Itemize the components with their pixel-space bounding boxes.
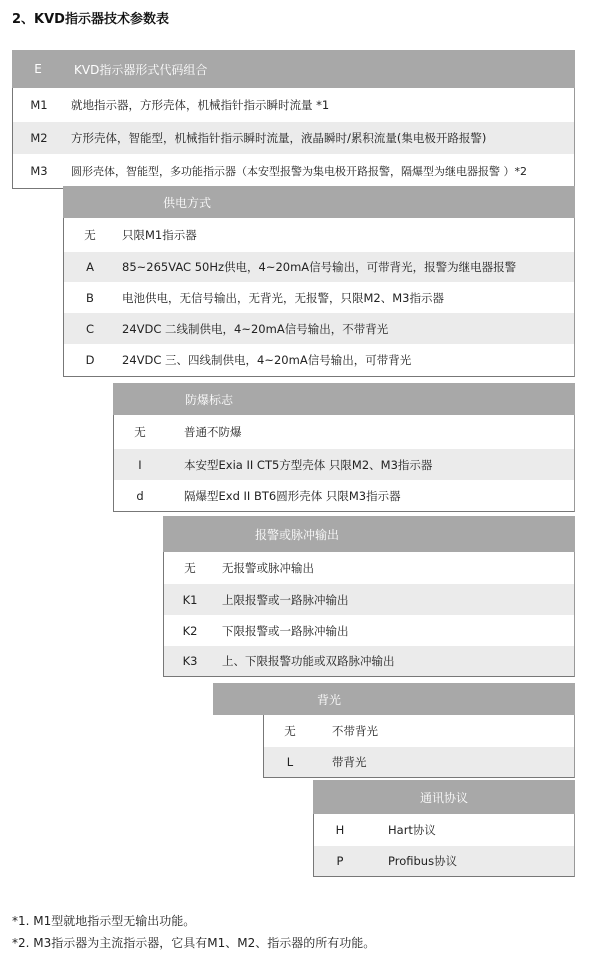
section-title: 报警或脉冲输出 [255,527,340,542]
row-code: d [136,488,144,503]
row-desc: 隔爆型Exd II BT6圆形壳体 只限M3指示器 [184,488,401,503]
row-code: K1 [182,592,198,607]
table-row [13,154,574,188]
table-row [264,715,574,747]
section-rows [12,88,575,189]
table-row [13,88,574,122]
row-code: K2 [182,623,198,638]
page-title: 2、KVD指示器技术参数表 [12,12,169,27]
section-header [63,186,575,218]
row-code: P [336,854,344,868]
section-rows [313,814,575,877]
section-protocol [313,780,575,877]
row-code: C [85,321,95,336]
row-code: I [138,457,142,472]
row-desc: 本安型Exia II CT5方型壳体 只限M2、M3指示器 [184,457,433,472]
table-row [64,218,574,252]
row-desc: 无报警或脉冲输出 [222,561,314,575]
row-code: M1 [30,98,48,112]
row-code: 无 [84,228,96,242]
section-form-code [12,50,575,189]
table-row [64,252,574,282]
section-title: 供电方式 [163,195,212,210]
row-desc: 电池供电，无信号输出，无背光，无报警，只限M2、M3指示器 [122,290,444,305]
footnotes [12,910,375,954]
section-rows [113,415,575,512]
section-backlight [213,683,575,778]
table-row [314,846,574,876]
section-title: 通讯协议 [419,790,468,805]
row-desc: Profibus协议 [388,854,458,868]
row-code: B [86,290,94,305]
footnote: *2. M3指示器为主流指示器，它具有M1、M2、指示器的所有功能。 [12,936,376,950]
row-desc: 下限报警或一路脉冲输出 [222,623,349,638]
section-title: KVD指示器形式代码组合 [74,62,208,77]
row-desc: 85~265VAC 50Hz供电，4~20mA信号输出，可带背光，报警为继电器报警 [122,260,517,274]
table-row [164,584,574,615]
row-desc: 24VDC 二线制供电，4~20mA信号输出，不带背光 [122,321,389,336]
row-desc: 上限报警或一路脉冲输出 [222,592,349,607]
section-code-header: E [34,62,42,76]
footnote: *1. M1型就地指示型无输出功能。 [12,914,196,928]
row-desc: 24VDC 三、四线制供电，4~20mA信号输出，可带背光 [122,353,412,367]
section-rows [63,218,575,377]
row-desc: 带背光 [332,755,367,769]
table-row [114,480,574,511]
row-desc: 不带背光 [332,724,378,738]
row-code: D [85,353,95,367]
section-header [12,50,575,88]
row-desc: 上、下限报警功能或双路脉冲输出 [222,654,395,668]
table-row [314,814,574,846]
row-desc: 方形壳体，智能型，机械指针指示瞬时流量，液晶瞬时/累积流量(集电极开路报警) [71,131,487,145]
row-desc: Hart协议 [388,823,436,837]
section-header [213,683,575,715]
table-row [164,615,574,646]
table-row [164,552,574,584]
section-title: 背光 [317,692,342,707]
section-header [163,516,575,552]
section-rows [263,715,575,778]
row-code: A [86,260,94,274]
table-row [64,282,574,313]
section-header [313,780,575,814]
row-code: M2 [30,131,48,145]
table-row [64,313,574,344]
row-code: L [286,755,294,769]
section-rows [163,552,575,677]
row-code: 无 [284,724,296,738]
table-row [114,449,574,480]
table-row [64,344,574,376]
row-desc: 普通不防爆 [184,425,242,439]
table-row [164,646,574,676]
row-desc: 圆形壳体，智能型，多功能指示器（本安型报警为集电极开路报警，隔爆型为继电器报警 ）*2 [71,165,527,178]
row-desc: 就地指示器，方形壳体，机械指针指示瞬时流量 *1 [71,98,330,112]
section-title: 防爆标志 [185,392,234,407]
row-code: K3 [182,654,198,668]
section-explosion-proof [113,383,575,512]
row-code: 无 [134,425,146,439]
row-code: H [335,823,345,837]
row-desc: 只限M1指示器 [122,228,197,242]
table-row [13,122,574,154]
section-alarm-pulse [163,516,575,677]
row-code: 无 [184,561,196,575]
section-power-supply [63,186,575,377]
section-header [113,383,575,415]
row-code: M3 [30,164,48,178]
table-row [114,415,574,449]
table-row [264,747,574,777]
